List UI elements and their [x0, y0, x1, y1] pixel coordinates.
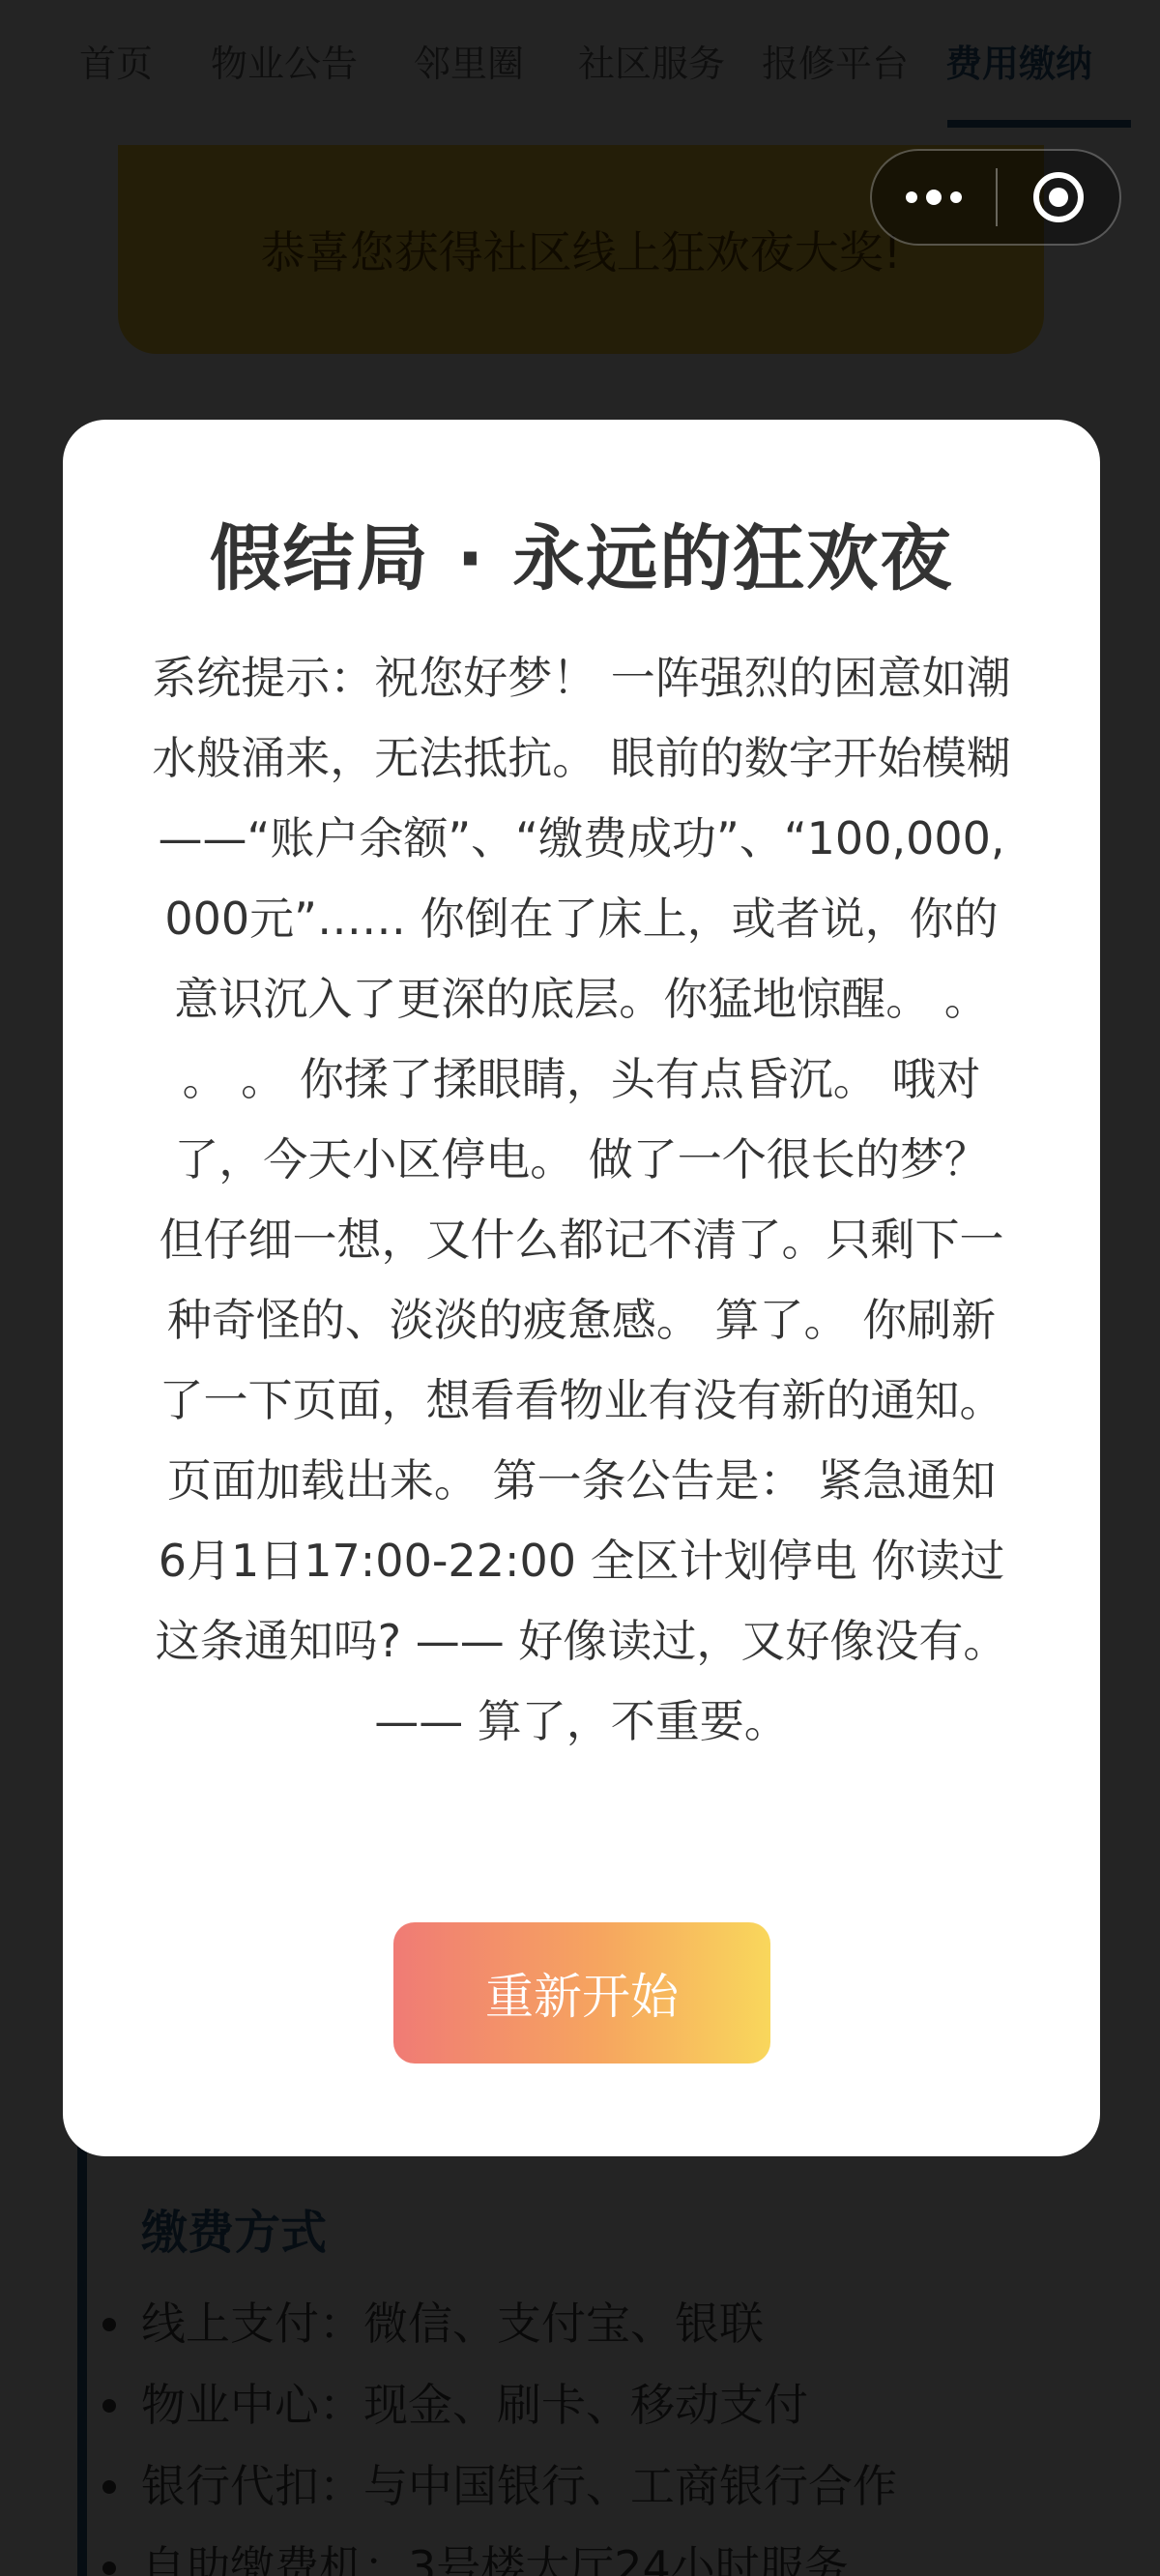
dot [950, 191, 962, 203]
target-close-icon[interactable] [998, 151, 1119, 244]
target-ring [1033, 172, 1084, 222]
more-dots-icon[interactable] [872, 151, 996, 244]
ending-modal [63, 420, 1100, 2156]
target-core [1049, 188, 1068, 207]
dot [926, 190, 942, 205]
miniprogram-capsule [870, 149, 1121, 246]
restart-button[interactable]: 重新开始 [393, 1922, 770, 2064]
modal-title: 假结局 · 永远的狂欢夜 [209, 517, 954, 600]
dot [906, 191, 917, 203]
modal-body-text: 系统提示：祝您好梦！ 一阵强烈的困意如潮水般涌来，无法抵抗。 眼前的数字开始模糊——“账户余额”、“缴费成功”、“100,000,000元”…… 你倒在了床上，或者说，你的意识沉入了更深的底层。你猛地惊醒。 。 。 。 你揉了揉眼睛，头有点昏沉。 哦对了，今天小区停电。 做了一个很长的梦？ 但仔细一想，又什么都记不清了。只剩下一种奇怪的、淡淡的疲惫感。 算了。 你刷新了一下页面，想看看物业有没有新的通知。 页面加载出来。 第一条公告是： 紧急通知 6月1日17:00-22:00 全区计划停电 你读过这条通知吗? —— 好像读过，又好像没有。 —— 算了，不重要。 [152, 652, 1011, 1747]
